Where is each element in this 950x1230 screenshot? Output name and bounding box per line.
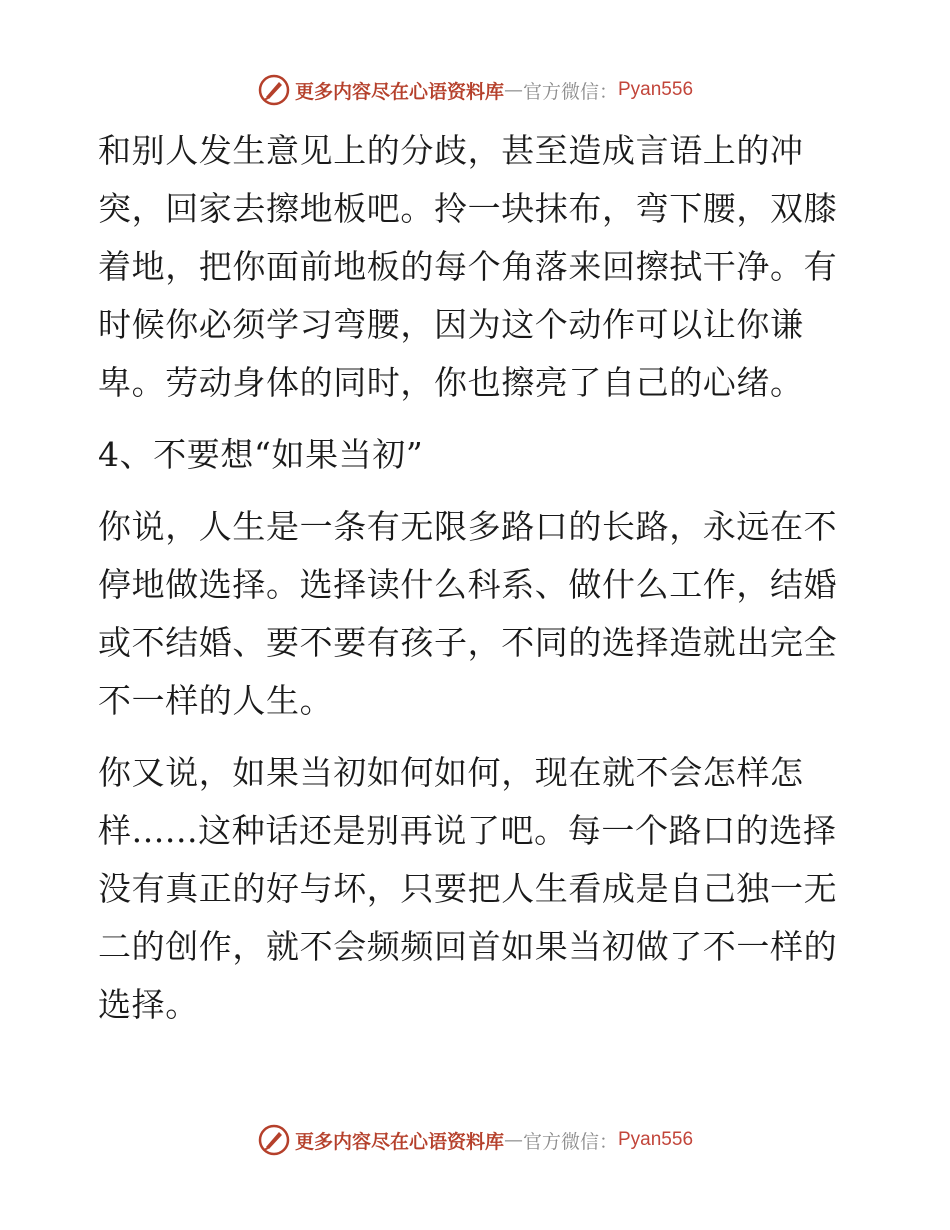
paragraph-1: 和别人发生意见上的分歧，甚至造成言语上的冲突，回家去擦地板吧。拎一块抹布，弯下腰，双膝着地，把你面前地板的每个角落来回擦拭干净。有时候你必须学习弯腰，因为这个动作可以让你谦卑。劳动身体的同时，你也擦亮了自己的心绪。 bbox=[98, 131, 838, 402]
footer-separator: — bbox=[503, 1129, 523, 1151]
brand-logo-icon bbox=[257, 1123, 291, 1157]
header-wechat-id: Pyan556 bbox=[618, 79, 694, 100]
brand-logo-icon bbox=[257, 73, 291, 107]
document-body bbox=[98, 122, 858, 1034]
footer-brand-text: 更多内容尽在心语资料库 bbox=[294, 1130, 504, 1153]
paragraph-2: 你说，人生是一条有无限多路口的长路，永远在不停地做选择。选择读什么科系、做什么工作，结婚或不结婚、要不要有孩子，不同的选择造就出完全不一样的人生。 bbox=[98, 507, 838, 720]
header-brand-text: 更多内容尽在心语资料库 bbox=[294, 80, 504, 103]
header-banner bbox=[0, 70, 950, 110]
footer-wechat-id: Pyan556 bbox=[618, 1129, 694, 1150]
paragraph-3: 你又说，如果当初如何如何，现在就不会怎样怎样......这种话还是别再说了吧。每一个路口的选择没有真正的好与坏，只要把人生看成是自己独一无二的创作，就不会频频回首如果当初做了不一样的选择。 bbox=[98, 753, 838, 1024]
header-separator: — bbox=[503, 79, 523, 101]
footer-wechat-label: 官方微信： bbox=[522, 1130, 618, 1153]
header-wechat-label: 官方微信： bbox=[522, 80, 618, 103]
section-heading: 4、不要想“如果当初” bbox=[98, 435, 424, 474]
footer-banner bbox=[0, 1120, 950, 1160]
